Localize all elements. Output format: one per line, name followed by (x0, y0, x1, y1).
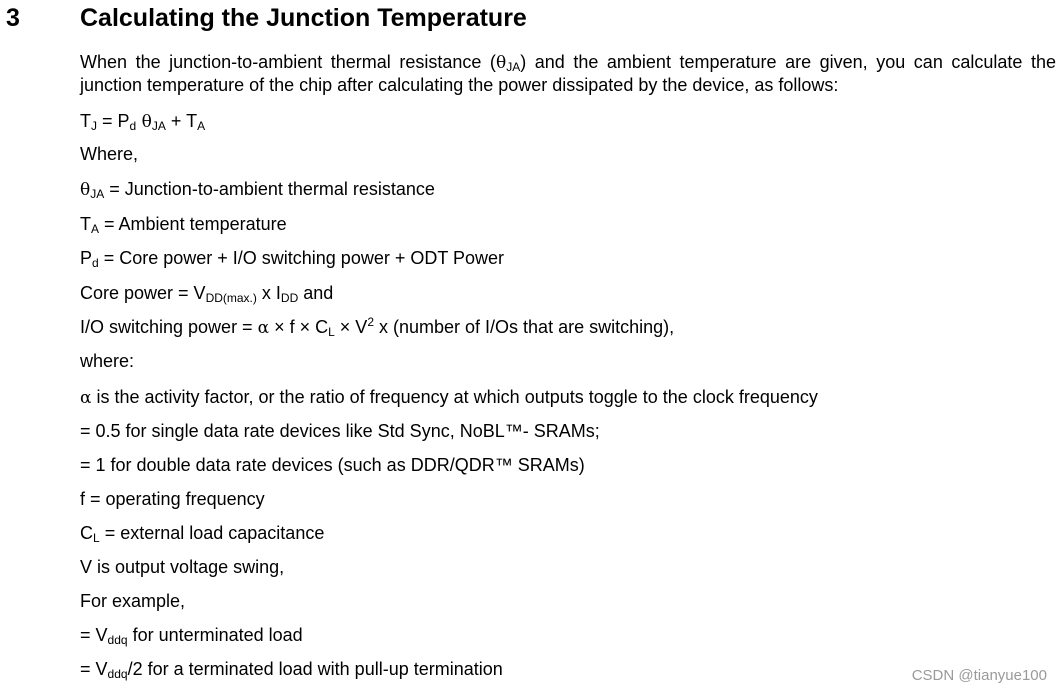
def-load-capacitance: $C_L$ = external load capacitance (80, 523, 325, 545)
def-io-switching-power: I/O switching power = $\alpha \times f \times C_L \times V^2$ x (number of I/Os that are switching), (80, 315, 675, 339)
where-label: Where, (80, 144, 139, 164)
vddq-unterminated: = $V_{ddq}$ for unterminated load (80, 625, 303, 647)
intro-paragraph (80, 51, 1056, 96)
watermark: CSDN @tianyue100 (911, 667, 1047, 684)
def-voltage-swing: V is output voltage swing, (80, 557, 285, 577)
def-core-power: Core power = $V_{DD(max.)}$ x $I_{DD}$ and (80, 283, 334, 305)
section-number: 3 (6, 4, 20, 32)
def-pd: $P_d$ = Core power + I/O switching power + ODT Power (80, 248, 505, 270)
example-label: For example, (80, 591, 186, 611)
intro-line-2: junction temperature of the chip after calculating the power dissipated by the device, as follows: (80, 75, 839, 95)
def-ta: $T_A$ = Ambient temperature (80, 214, 287, 236)
section-title: Calculating the Junction Temperature (80, 4, 527, 32)
junction-formula: $T_J = P_d$ $\theta_{JA} + T_A$ (80, 111, 206, 133)
def-theta: $\theta_{JA}$ = Junction-to-ambient thermal resistance (80, 179, 435, 201)
intro-text: ) and the ambient temperature are given, you can calculate the (520, 52, 1056, 72)
vddq-terminated: = $V_{ddq}/2$ for a terminated load with pull-up termination (80, 659, 503, 681)
intro-text: When the junction-to-ambient thermal resistance ( (80, 52, 496, 72)
where-label-2: where: (80, 351, 135, 371)
theta-subscript: JA (506, 60, 521, 74)
def-alpha: α is the activity factor, or the ratio of frequency at which outputs toggle to the clock frequency (80, 387, 818, 408)
intro-line-1 (80, 51, 1056, 74)
theta-symbol: θ (495, 53, 507, 73)
rate-single: = 0.5 for single data rate devices like Std Sync, NoBL™- SRAMs; (80, 421, 600, 441)
def-frequency: f = operating frequency (80, 489, 265, 509)
rate-double: = 1 for double data rate devices (such as DDR/QDR™ SRAMs) (80, 455, 585, 475)
